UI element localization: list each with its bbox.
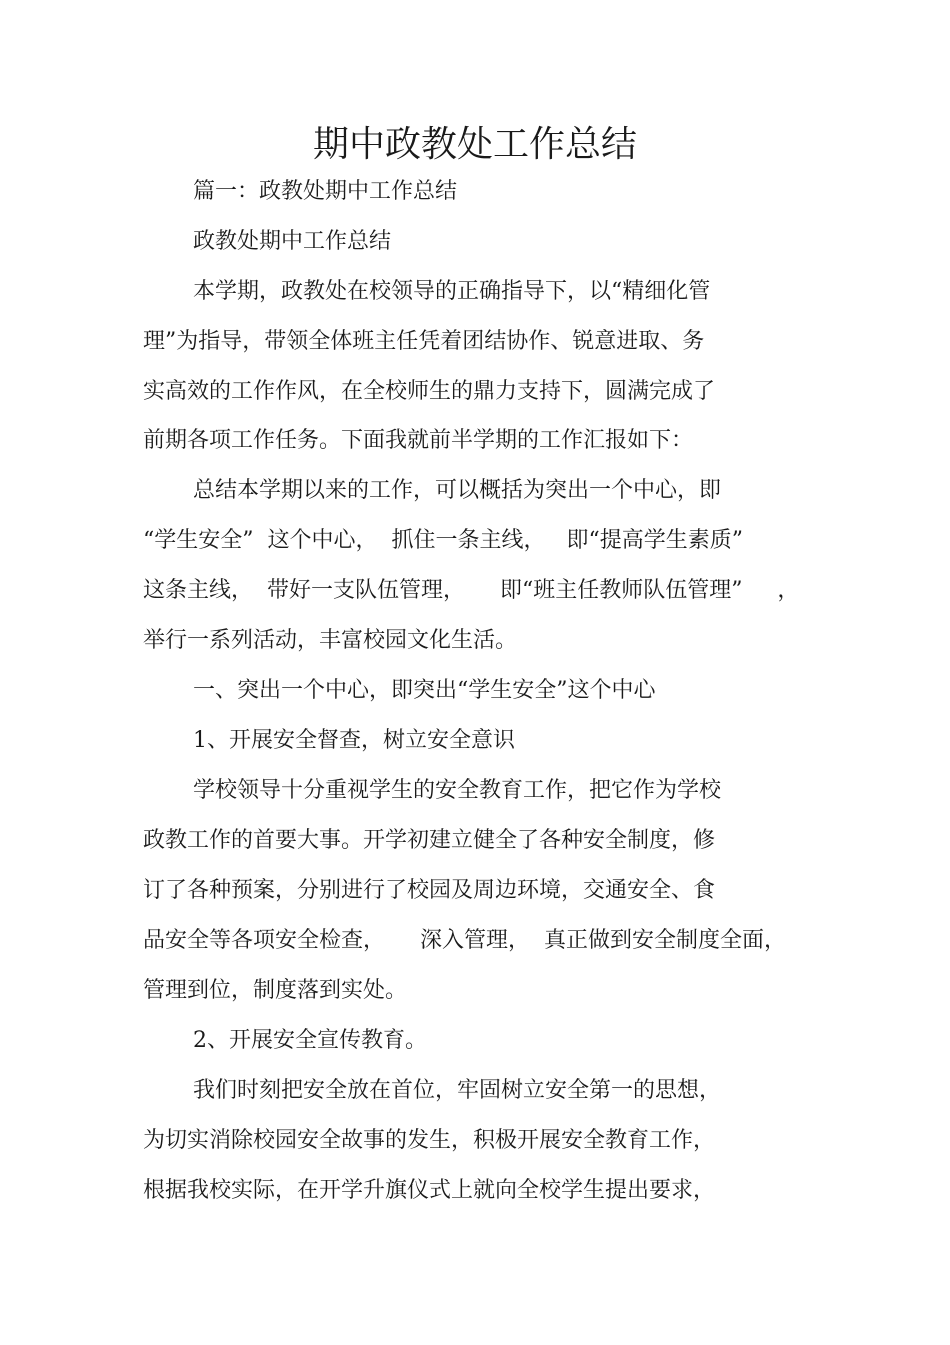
paragraph-line: 为切实消除校园安全故事的发生，积极开展安全教育工作， <box>143 1128 716 1153</box>
paragraph-line: “学生安全” 这个中心， 抓住一条主线， 即“提高学生素质” <box>143 528 743 553</box>
paragraph-line: 实高效的工作作风，在全校师生的鼎力支持下，圆满完成了 <box>143 379 716 404</box>
section-heading: 篇一：政教处期中工作总结 <box>193 179 458 204</box>
subsection-heading: 1、开展安全督查，树立安全意识 <box>193 728 515 753</box>
paragraph-line: 我们时刻把安全放在首位，牢固树立安全第一的思想， <box>193 1078 722 1103</box>
document-title: 期中政教处工作总结 <box>312 124 637 165</box>
paragraph-line: 品安全等各项安全检查， 深入管理， 真正做到安全制度全面， <box>143 928 786 953</box>
paragraph-line: 这条主线， 带好一支队伍管理， 即“班主任教师队伍管理” ， <box>143 578 800 603</box>
paragraph-line: 前期各项工作任务。下面我就前半学期的工作汇报如下： <box>143 428 694 453</box>
paragraph-line: 总结本学期以来的工作，可以概括为突出一个中心，即 <box>193 478 722 503</box>
subsection-heading: 2、开展安全宣传教育。 <box>193 1028 427 1053</box>
paragraph-line: 订了各种预案，分别进行了校园及周边环境，交通安全、食 <box>143 878 716 903</box>
paragraph-line: 本学期，政教处在校领导的正确指导下，以“精细化管 <box>193 279 711 304</box>
paragraph-line: 理”为指导，带领全体班主任凭着团结协作、锐意进取、务 <box>143 329 705 354</box>
paragraph-line: 举行一系列活动，丰富校园文化生活。 <box>143 628 518 653</box>
paragraph-line: 管理到位，制度落到实处。 <box>143 978 408 1003</box>
subtitle-line: 政教处期中工作总结 <box>193 229 392 254</box>
paragraph-line: 学校领导十分重视学生的安全教育工作，把它作为学校 <box>193 778 722 803</box>
paragraph-line: 根据我校实际，在开学升旗仪式上就向全校学生提出要求， <box>143 1178 716 1203</box>
section-heading: 一、突出一个中心，即突出“学生安全”这个中心 <box>193 678 656 703</box>
paragraph-line: 政教工作的首要大事。开学初建立健全了各种安全制度，修 <box>143 828 716 853</box>
